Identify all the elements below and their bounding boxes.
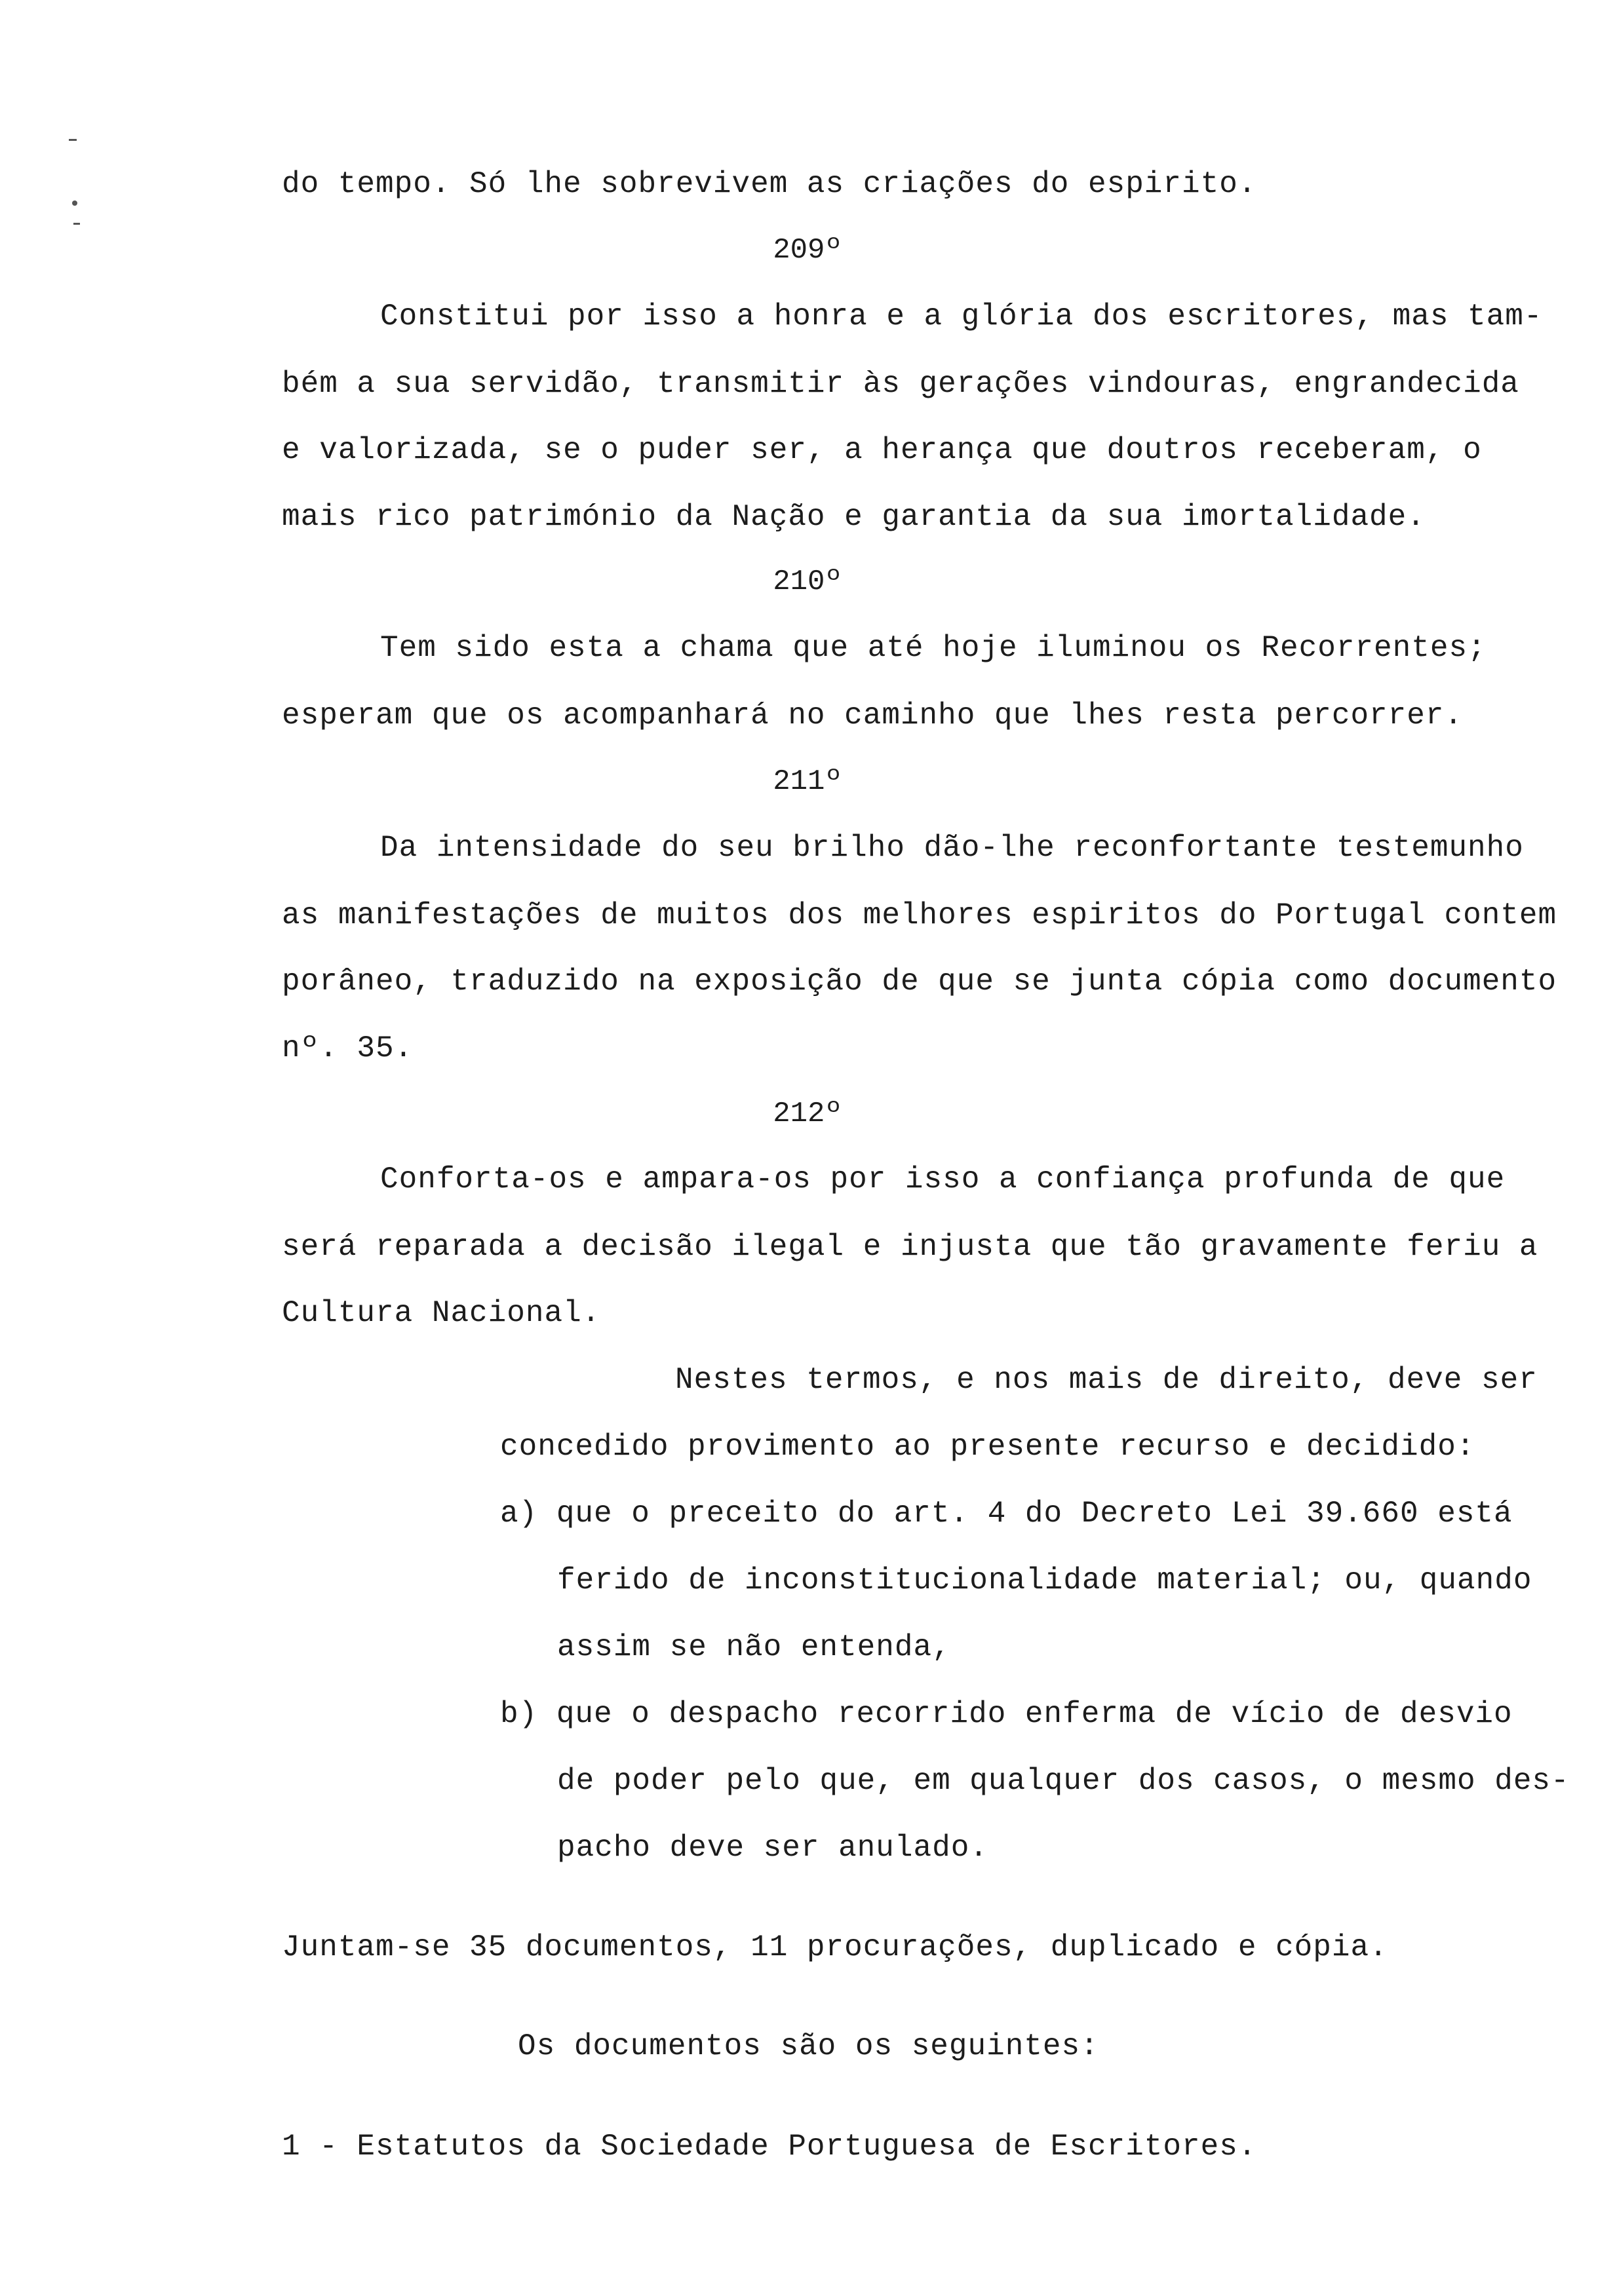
paragraph-line: porâneo, traduzido na exposição de que se junta cópia como documento [282, 965, 1557, 999]
conclusion-item-line: pacho deve ser anulado. [557, 1831, 988, 1865]
paragraph-line: esperam que os acompanhará no caminho que lhes resta percorrer. [282, 698, 1464, 733]
margin-mark [72, 201, 77, 206]
conclusion-item-line: b) que o despacho recorrido enferma de vício de desvio [500, 1697, 1513, 1731]
paragraph-line: Conforta-os e ampara-os por isso a confiança profunda de que [380, 1162, 1506, 1196]
section-number: 211º [773, 765, 842, 798]
paragraph-line: bém a sua servidão, transmitir às gerações vindouras, engrandecida [282, 367, 1519, 401]
paragraph-line: Cultura Nacional. [282, 1296, 601, 1330]
section-number: 212º [773, 1098, 842, 1130]
document-list-item: 1 - Estatutos da Sociedade Portuguesa de Escritores. [282, 2130, 1257, 2164]
conclusion-item-line: ferido de inconstitucionalidade material; ou, quando [557, 1563, 1532, 1598]
paragraph-line: as manifestações de muitos dos melhores espiritos do Portugal contem [282, 898, 1557, 932]
margin-mark [69, 139, 77, 141]
paragraph-line: será reparada a decisão ilegal e injusta que tão gravamente feriu a [282, 1230, 1538, 1264]
conclusion-line: Nestes termos, e nos mais de direito, deve ser [675, 1363, 1538, 1397]
section-number: 209º [773, 234, 842, 267]
conclusion-line: concedido provimento ao presente recurso e decidido: [500, 1430, 1475, 1464]
margin-mark [73, 223, 80, 225]
section-number: 210º [773, 565, 842, 598]
conclusion-item-line: assim se não entenda, [557, 1630, 951, 1664]
conclusion-item-line: a) que o preceito do art. 4 do Decreto Lei 39.660 está [500, 1497, 1513, 1531]
paragraph-line: e valorizada, se o puder ser, a herança que doutros receberam, o [282, 433, 1482, 467]
paragraph-line: Tem sido esta a chama que até hoje iluminou os Recorrentes; [380, 631, 1487, 665]
paragraph-line: mais rico património da Nação e garantia da sua imortalidade. [282, 500, 1426, 534]
conclusion-item-line: de poder pelo que, em qualquer dos casos, o mesmo des- [557, 1764, 1570, 1798]
top-line: do tempo. Só lhe sobrevivem as criações do espirito. [282, 167, 1257, 201]
attachments-line: Juntam-se 35 documentos, 11 procurações, duplicado e cópia. [282, 1930, 1388, 1964]
paragraph-line: Constitui por isso a honra e a glória dos escritores, mas tam- [380, 299, 1543, 334]
documents-heading: Os documentos são os seguintes: [518, 2029, 1099, 2063]
paragraph-line: nº. 35. [282, 1031, 414, 1065]
paragraph-line: Da intensidade do seu brilho dão-lhe reconfortante testemunho [380, 831, 1524, 865]
